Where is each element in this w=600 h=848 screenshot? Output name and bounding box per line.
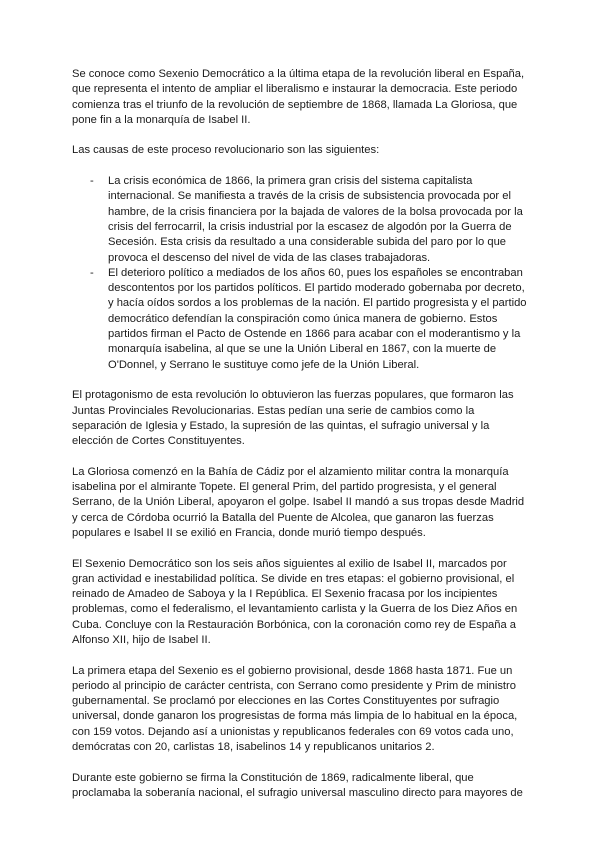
paragraph-provisional-government: La primera etapa del Sexenio es el gobierno provisional, desde 1868 hasta 1871. Fue un periodo al principio de carácter centrista, con Serrano como presidente y Prim de ministro gubernamental. Se proclamó por elecciones en las Cortes Constituyentes por sufragio universal, donde ganaron los progresistas de forma más limpia de lo habitual en la época, con 159 votos. Dejando así a unionistas y republicanos federales con 69 votos cada uno, demócratas con 20, carlistas 18, isabelinos 14 y republicanos unitarios 2. <box>72 664 518 754</box>
bullet-dash: - <box>90 266 94 279</box>
document-body <box>72 67 528 817</box>
paragraph-popular-forces: El protagonismo de esta revolución lo obtuvieron las fuerzas populares, que formaron las Juntas Provinciales Revolucionarias. Estas pedían una serie de cambios como la separación de Iglesia y Estado, la supresión de las quintas, el sufragio universal y la elección de Cortes Constituyentes. <box>72 389 514 448</box>
bullet-text-political-decline: El deterioro político a mediados de los años 60, pues los españoles se encontraban descontentos por los partidos políticos. El partido moderado gobernaba por decreto, y hacía oídos sordos a los problemas de la nación. El partido progresista y el partido democrático defendían la conspiración como única manera de gobierno. Estos partidos firman el Pacto de Ostende en 1866 para acabar con el moderantismo y la monarquía isabelina, al que se une la Unión Liberal en 1867, con la muerte de O'Donnel, y Serrano le sustituye como jefe de la Unión Liberal. <box>108 266 527 371</box>
paragraph-intro: Se conoce como Sexenio Democrático a la última etapa de la revolución liberal en España, que representa el intento de ampliar el liberalismo e instaurar la democracia. Este periodo comienza tras el triunfo de la revolución de septiembre de 1868, llamada La Gloriosa, que pone fin a la monarquía de Isabel II. <box>72 68 525 126</box>
bullet-dash: - <box>90 175 94 188</box>
paragraph-constitution-1869: Durante este gobierno se firma la Constitución de 1869, radicalmente liberal, que proclamaba la soberanía nacional, el sufragio universal masculino directo para mayores de <box>72 771 523 799</box>
bullet-text-economic-crisis: La crisis económica de 1866, la primera gran crisis del sistema capitalista internacional. Se manifiesta a través de la crisis de subsistencia provocada por el hambre, de la crisis financiera por la bajada de valores de la bolsa provocada por la crisis del ferrocarril, la crisis industrial por la escasez de algodón por la Guerra de Secesión. Esta crisis da resultado a una considerable subida del paro por lo que provoca el descenso del nivel de vida de las clases trabajadoras. <box>108 175 523 264</box>
paragraph-la-gloriosa: La Gloriosa comenzó en la Bahía de Cádiz por el alzamiento militar contra la monarquía isabelina por el almirante Topete. El general Prim, del partido progresista, y el general Serrano, de la Unión Liberal, apoyaron el golpe. Isabel II mandó a sus tropas desde Madrid y cerca de Córdoba ocurrió la Batalla del Puente de Alcolea, que ganaron las fuerzas populares e Isabel II se exilió en Francia, donde murió tiempo después. <box>72 465 525 539</box>
list-item <box>72 174 528 266</box>
paragraph-causes-heading: Las causas de este proceso revolucionario son las siguientes: <box>72 144 380 157</box>
paragraph-sexenio-overview: El Sexenio Democrático son los seis años siguientes al exilio de Isabel II, marcados por gran actividad e inestabilidad política. Se divide en tres etapas: el gobierno provisional, el reinado de Amadeo de Saboya y la I República. El Sexenio fracasa por los incipientes problemas, como el federalismo, el levantamiento carlista y la Guerra de los Diez Años en Cuba. Concluye con la Restauración Borbónica, con la coronación como rey de España a Alfonso XII, hijo de Isabel II. <box>72 557 518 646</box>
list-item <box>72 266 528 373</box>
causes-list <box>72 174 528 373</box>
